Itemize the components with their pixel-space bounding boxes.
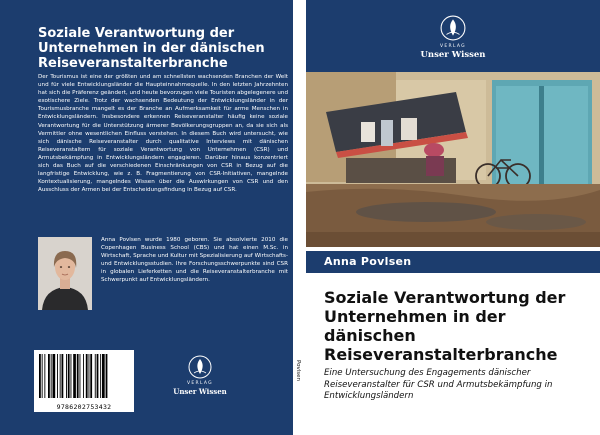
author-bio: Anna Povlsen wurde 1980 geboren. Sie absolvierte 2010 die Copenhagen Business School (CBS) und hat einen M.Sc. in Wirtschaft, Sprache und Kultur mit Spezialisierung auf Wirtschafts- und Entwicklungsstudien. Ihre Forschungsschwerpunkte sind CSR in globalen Lieferketten und die Reiseveranstalterbranche mit Schwerpunkt auf Entwicklungsländern.	[101, 237, 288, 284]
author-portrait-image	[38, 237, 92, 310]
publisher-logo-front	[413, 15, 493, 60]
back-cover-title: Soziale Verantwortung der Unternehmen in der dänischen Reiseveranstalterbranche	[38, 26, 265, 71]
author-photo	[38, 237, 92, 310]
cover-subtitle: Eine Untersuchung des Engagements dänischer Reiseveranstalter für CSR und Armutsbekämpfung in Entwicklungsländern	[324, 368, 553, 401]
author-name-bar	[306, 251, 600, 273]
barcode-number: 9786202753432	[56, 403, 112, 411]
cover-photo	[306, 72, 600, 247]
street-scene-image	[306, 72, 600, 247]
publisher-name: Unser Wissen	[173, 387, 227, 396]
cover-author-name: Anna Povlsen	[324, 255, 412, 268]
publisher-emblem-icon	[188, 355, 212, 379]
publisher-name: Unser Wissen	[420, 50, 486, 60]
publisher-emblem-icon	[440, 15, 466, 41]
publisher-verlag-label: VERLAG	[187, 381, 213, 386]
cover-title: Soziale Verantwortung der Unternehmen in der dänischen Reiseveranstalterbranche	[324, 288, 566, 364]
isbn-barcode	[34, 350, 134, 412]
front-cover	[306, 0, 600, 435]
publisher-verlag-label: VERLAG	[440, 44, 466, 49]
spine-author-label: Povlsen	[295, 360, 301, 382]
back-cover	[0, 0, 293, 435]
publisher-logo-back	[170, 355, 230, 396]
spine-author	[293, 360, 306, 400]
barcode-bars	[34, 350, 134, 402]
back-cover-blurb: Der Tourismus ist eine der größten und am schnellsten wachsenden Branchen der Welt und für viele Entwicklungsländer die Haupteinnahmequelle. In den letzten Jahrzehnten hat sich die Präferenz geändert, und heute bevorzugen viele Touristen abgelegenere und exotischere Ziele. Trotz der wachsenden Bedeutung der Entwicklungsländer in der Tourismusbranche mangelt es der Branche an Aufmerksamkeit für arme Menschen in Entwicklungsländern. Insbesondere erkennen Reiseveranstalter häufig keine soziale Verantwortung für die Unterstützung ärmerer Bevölkerungsgruppen an, da sie sich als Vermittler ohne wesentlichen Einfluss verstehen. In diesem Buch wird untersucht, wie sich dänische Reiseveranstalter durch qualitative Interviews mit dänischen Reiseveranstaltern für soziale Verantwortung von Unternehmen (CSR) und Armutsbekämpfung in Entwicklungsländern engagieren. Darüber hinaus konzentriert sich das Buch auf die verschiedenen Einschränkungen von CSR in Bezug auf die langfristige Entwicklung, wie z. B. Fragmentierung von CSR-Initiativen, mangelnde Kontextualisierung, mangelndes Wissen über die Auswirkungen von CSR und den Ausschluss der Armen bei der Entscheidungsfindung in Bezug auf CSR.	[38, 74, 288, 194]
